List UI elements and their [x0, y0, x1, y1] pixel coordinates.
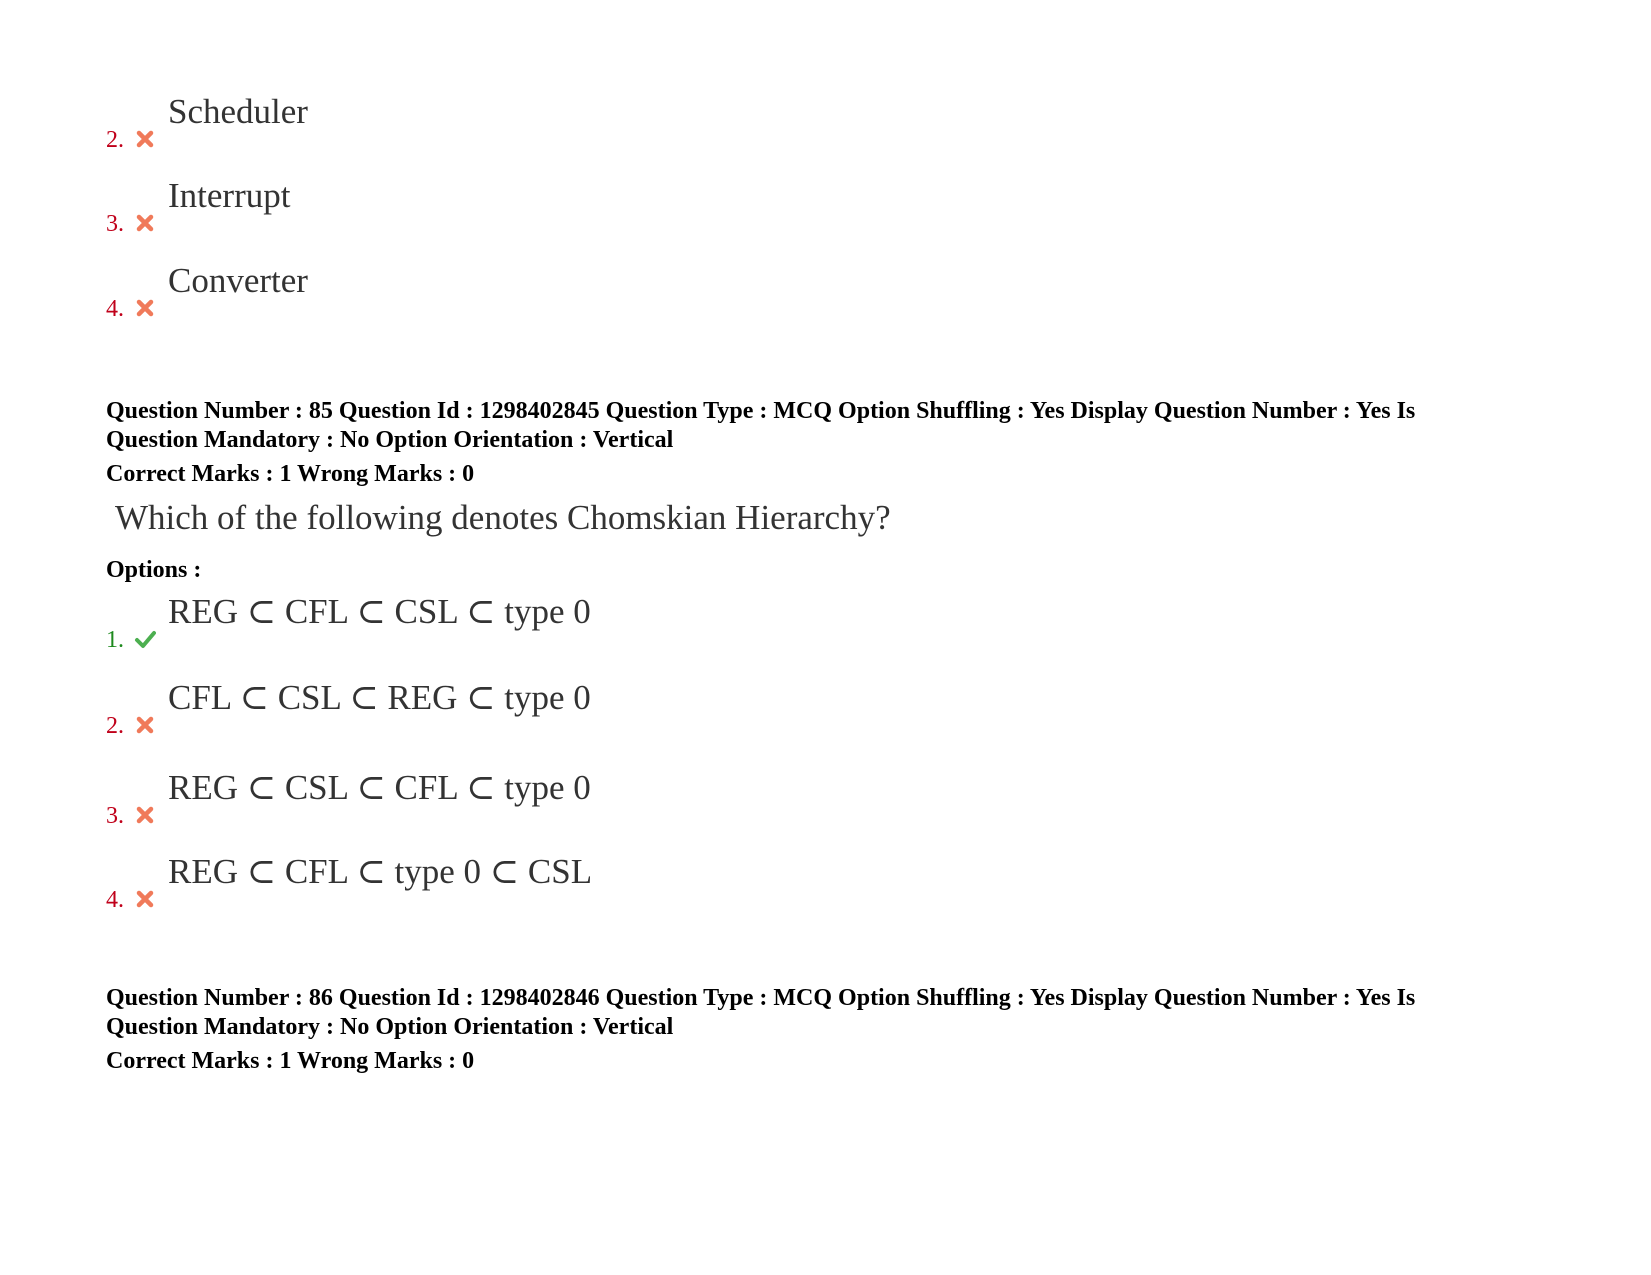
option-text: CFL ⊂ CSL ⊂ REG ⊂ type 0	[168, 678, 591, 717]
wrong-cross-icon	[134, 212, 156, 234]
question-86-meta	[106, 984, 1546, 1042]
option-text: REG ⊂ CFL ⊂ CSL ⊂ type 0	[168, 592, 591, 631]
option-number: 2.	[106, 713, 124, 739]
wrong-cross-icon	[134, 128, 156, 150]
option-number: 3.	[106, 211, 124, 237]
question-meta-line: Question Mandatory : No Option Orientation : Vertical	[106, 427, 674, 453]
question-meta-line: Question Number : 85 Question Id : 1298402845 Question Type : MCQ Option Shuffling : Yes Display Question Number : Yes Is	[106, 398, 1416, 424]
wrong-cross-icon	[134, 888, 156, 910]
options-label: Options :	[106, 557, 202, 583]
question-text: Which of the following denotes Chomskian Hierarchy?	[115, 498, 891, 537]
option-text: Interrupt	[168, 176, 291, 215]
option-number: 1.	[106, 627, 124, 653]
wrong-cross-icon	[134, 804, 156, 826]
option-row	[106, 261, 806, 321]
question-85-meta	[106, 397, 1546, 455]
option-row	[106, 768, 806, 828]
question-meta-line: Question Number : 86 Question Id : 1298402846 Question Type : MCQ Option Shuffling : Yes Display Question Number : Yes Is	[106, 985, 1416, 1011]
wrong-cross-icon	[134, 297, 156, 319]
wrong-cross-icon	[134, 714, 156, 736]
option-number: 2.	[106, 127, 124, 153]
option-number: 4.	[106, 296, 124, 322]
correct-check-icon	[134, 628, 156, 650]
option-row	[106, 176, 806, 236]
question-marks: Correct Marks : 1 Wrong Marks : 0	[106, 1048, 475, 1074]
option-number: 3.	[106, 803, 124, 829]
option-text: REG ⊂ CSL ⊂ CFL ⊂ type 0	[168, 768, 591, 807]
option-text: Scheduler	[168, 92, 308, 131]
option-row	[106, 92, 806, 152]
question-marks: Correct Marks : 1 Wrong Marks : 0	[106, 461, 475, 487]
option-row	[106, 852, 806, 912]
option-row	[106, 592, 806, 652]
option-text: REG ⊂ CFL ⊂ type 0 ⊂ CSL	[168, 852, 593, 891]
option-number: 4.	[106, 887, 124, 913]
option-row	[106, 678, 806, 738]
question-meta-line: Question Mandatory : No Option Orientation : Vertical	[106, 1014, 674, 1040]
option-text: Converter	[168, 261, 308, 300]
